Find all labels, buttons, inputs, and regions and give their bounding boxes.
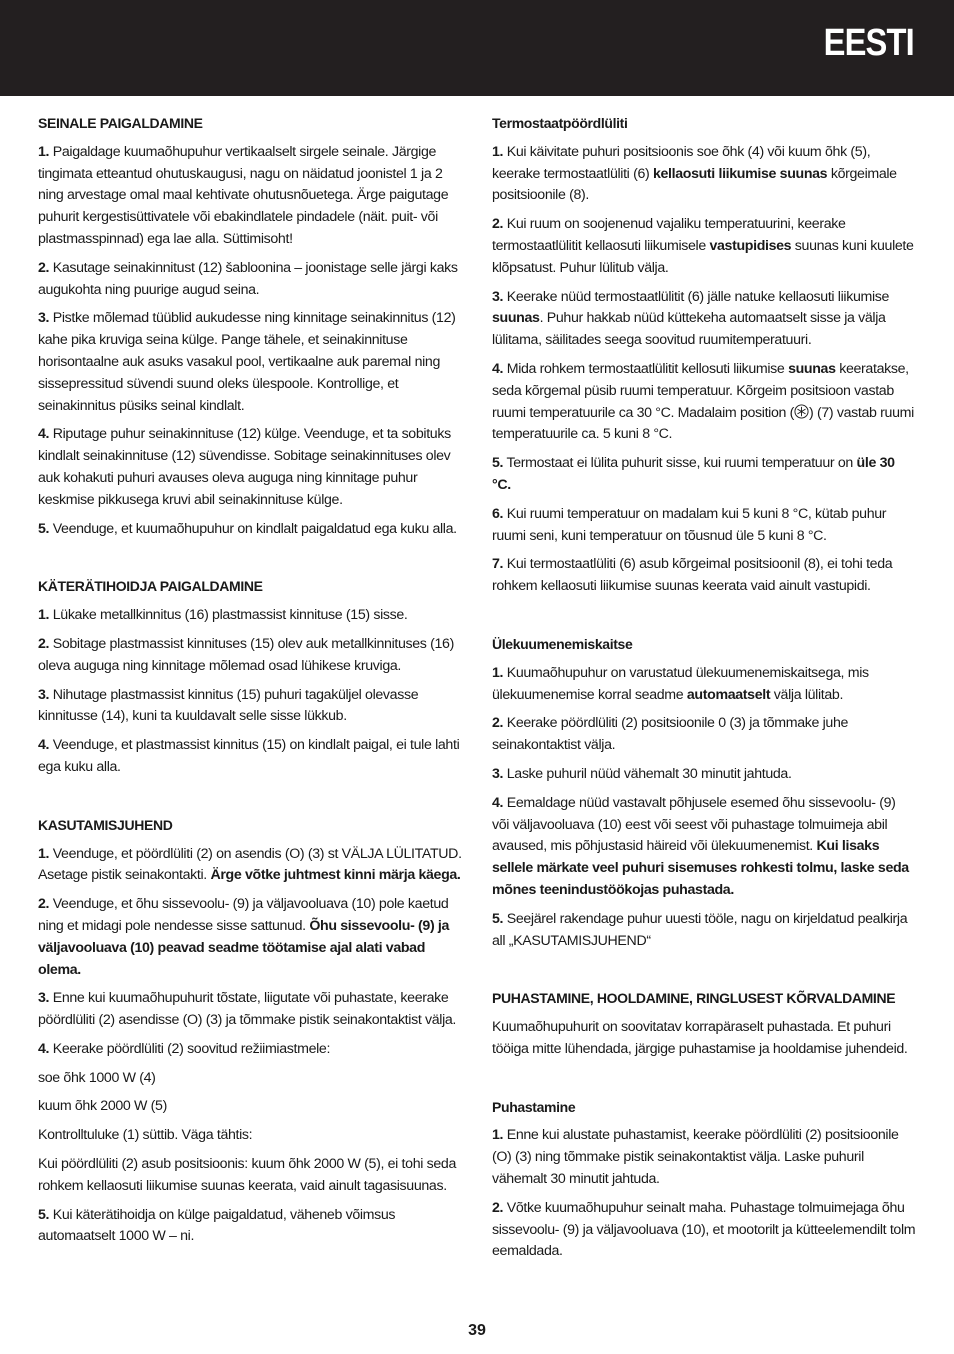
section-title-cleaning: Puhastamine	[492, 1098, 576, 1115]
section-title-usage: KASUTAMISJUHEND	[38, 816, 173, 833]
section-title-wall-mounting: SEINALE PAIGALDAMINE	[38, 115, 203, 131]
snowflake-icon	[794, 404, 809, 419]
paragraph: 4. Mida rohkem termostaatlülitit kellosuti liikumise suunas keeratakse, seda kõrgemal püsib ruumi temperatuur. Kõrgeim positsioon vastab ruumi temperatuurile ca 30 °C. Madalaim position ( ) (7) vastab ruumi temperatuurile ca. 5 kuni 8 °C.	[492, 360, 914, 443]
paragraph: Kontrolltuluke (1) süttib. Väga tähtis:	[38, 1127, 253, 1144]
right-column	[492, 113, 916, 1270]
paragraph: 4. Keerake pöördlüliti (2) soovitud režiimiastmele:	[38, 1040, 331, 1057]
left-column	[38, 113, 463, 1255]
paragraph: 3. Pistke mõlemad tüüblid aukudesse ning kinnitage seinakinnitus (12) kahe pika kruviga seina külge. Pange tähele, et seinakinnituse horisontaalne auk asuks vasakul pool, vertikaalne auk paremal ning sissepressitud süvendi suund oleks ülespoole. Kontrollige, et seinakinnitus püsiks seinal kindlalt.	[38, 310, 456, 414]
paragraph: 1. Kuumaõhupuhur on varustatud ülekuumenemiskaitsega, mis ülekuumenemise korral seadme automaatselt välja lülitab.	[492, 664, 869, 703]
paragraph: 4. Eemaldage nüüd vastavalt põhjusele esemed õhu sissevoolu- (9) või väljavooluava (10) eest või seest või puhastage tolmuimeja abil avaused, mis põhjustasid häireid või ülekuumenemist. Kui lisaks sellele märkate veel puhuri sisemuses rohkesti tolmu, laske seda mõnes teenindustöökojas puhastada.	[492, 794, 909, 898]
section-title-overheat-protection: Ülekuumenemiskaitse	[492, 635, 633, 652]
paragraph: 4. Riputage puhur seinakinnituse (12) külge. Veenduge, et ta sobituks kindlalt seinakinnituse (12) süvendisse. Sobitage seinakinnituses olev auk kohakuti puhuri avauses oleva auguga ning kinnitage puhur keskmise pikkusega kruvi abil seinakinnituse külge.	[38, 426, 451, 508]
paragraph: soe õhk 1000 W (4)	[38, 1069, 156, 1086]
paragraph: 4. Veenduge, et plastmassist kinnitus (15) on kindlalt paigal, ei tule lahti ega kuku alla.	[38, 737, 460, 775]
paragraph: 1. Kui käivitate puhuri positsioonis soe õhk (4) või kuum õhk (5), keerake termostaatlüliti (6) kellaosuti liikumise suunas kõrgeimale positsioonile (8).	[492, 143, 897, 204]
paragraph: 5. Termostaat ei lülita puhurit sisse, kui ruumi temperatuur on üle 30 °C.	[492, 455, 895, 493]
paragraph: 1. Lükake metallkinnitus (16) plastmassist kinnituse (15) sisse.	[38, 607, 408, 624]
paragraph: 3. Nihutage plastmassist kinnitus (15) puhuri tagaküljel olevasse kinnitusse (14), kuni ta kuuldavalt selle sisse lükkub.	[38, 686, 419, 725]
paragraph: 2. Sobitage plastmassist kinnituses (15) olev auk metallkinnituses (16) oleva auguga ning kinnitage mõlemad osad lühikese kruviga.	[38, 635, 454, 674]
section-title-towel-holder: KÄTERÄTIHOIDJA PAIGALDAMINE	[38, 578, 263, 595]
paragraph: 5. Veenduge, et kuumaõhupuhur on kindlalt paigaldatud ega kuku alla.	[38, 520, 457, 537]
paragraph: Kui pöördlüliti (2) asub positsioonis: kuum õhk 2000 W (5), ei tohi seda rohkem kellaosuti liikumise suunas keerata, vaid ainult tagasisuunas.	[38, 1156, 456, 1194]
paragraph: 5. Seejärel rakendage puhur uuesti tööle, nagu on kirjeldatud pealkirja all „KASUTAMISJUHEND“	[492, 910, 908, 949]
paragraph: 6. Kui ruumi temperatuur on madalam kui 5 kuni 8 °C, kütab puhur ruumi seni, kuni temperatuur on tõusnud üle 5 kuni 8 °C.	[492, 505, 887, 544]
paragraph: 7. Kui termostaatlüliti (6) asub kõrgeimal positsioonil (8), ei tohi teda rohkem kellaosuti liikumise suunas keerata vaid ainult vastupidi.	[492, 556, 893, 595]
paragraph: 2. Kasutage seinakinnitust (12) šabloonina – joonistage selle järgi kaks augukohta ning puurige augud seina.	[38, 259, 458, 298]
page-header	[0, 0, 954, 96]
language-title: EESTI	[823, 22, 914, 64]
paragraph: 1. Paigaldage kuumaõhupuhur vertikaalselt sirgele seinale. Järgige tingimata etteantud ohutuskaugusi, nagu on näidatud joonistel 1 ja 2 ning arvestage omal maal kehtivate ohutusnõuetega. Ärge paigutage puhurit kergestisüttivatele või ebakindlatele pindadele (näit. puit- või plastmasspinnad) ega lae alla. Süttimisoht!	[38, 143, 449, 247]
section-title-thermostat: Termostaatpöördlüliti	[492, 115, 628, 131]
paragraph: 5. Kui käterätihoidja on külge paigaldatud, väheneb võimsus automaatselt 1000 W – ni.	[38, 1206, 396, 1245]
paragraph: 1. Enne kui alustate puhastamist, keerake pöördlüliti (2) positsioonile (O) (3) ning tõmmake pistik seinakontaktist välja. Laske puhuril vähemalt 30 minutit jahtuda.	[492, 1127, 899, 1188]
paragraph: 2. Võtke kuumaõhupuhur seinalt maha. Puhastage tolmuimejaga õhu sissevoolu- (9) ja väljavooluava (10), et mootorilt ja kütteelemendilt tolm eemaldada.	[492, 1199, 916, 1260]
paragraph: Kuumaõhupuhurit on soovitatav korrapäraselt puhastada. Et puhuri tööiga mitte lühendada, järgige puhastamise ja hooldamise juhendeid.	[492, 1019, 908, 1057]
paragraph: 3. Laske puhuril nüüd vähemalt 30 minutit jahtuda.	[492, 765, 792, 782]
paragraph: 3. Keerake nüüd termostaatlülitit (6) jälle natuke kellaosuti liikumise suunas. Puhur hakkab nüüd küttekeha automaatselt sisse ja välja lülitama, säilitades seega soovitud ruumitemperatuuri.	[492, 288, 890, 349]
paragraph: 2. Keerake pöördlüliti (2) positsioonile 0 (3) ja tõmmake juhe seinakontaktist välja.	[492, 715, 849, 754]
paragraph: 2. Veenduge, et õhu sissevoolu- (9) ja väljavooluava (10) pole kaetud ning et midagi pole nendesse sisse sattunud. Õhu sissevoolu- (9) ja väljavooluava (10) peavad seadme töötamise ajal alati vabad olema.	[38, 896, 450, 978]
paragraph: 2. Kui ruum on soojenenud vajaliku temperatuurini, keerake termostaatlülitit kellaosuti liikumisele vastupidises suunas kuni kuulete klõpsatust. Puhur lülitub välja.	[492, 216, 914, 276]
paragraph: kuum õhk 2000 W (5)	[38, 1098, 167, 1115]
paragraph: 1. Veenduge, et pöördlüliti (2) on asendis (O) (3) st VÄLJA LÜLITATUD. Asetage pistik seinakontakti. Ärge võtke juhtmest kinni märja käega.	[38, 845, 462, 884]
page-number: 39	[468, 1322, 486, 1339]
paragraph: 3. Enne kui kuumaõhupuhurit tõstate, liigutate või puhastate, keerake pöördlüliti (2) asendisse (O) (3) ja tõmmake pistik seinakontaktist välja.	[38, 990, 457, 1029]
section-title-cleaning-maintenance: PUHASTAMINE, HOOLDAMINE, RINGLUSEST KÕRVALDAMINE	[492, 990, 896, 1007]
